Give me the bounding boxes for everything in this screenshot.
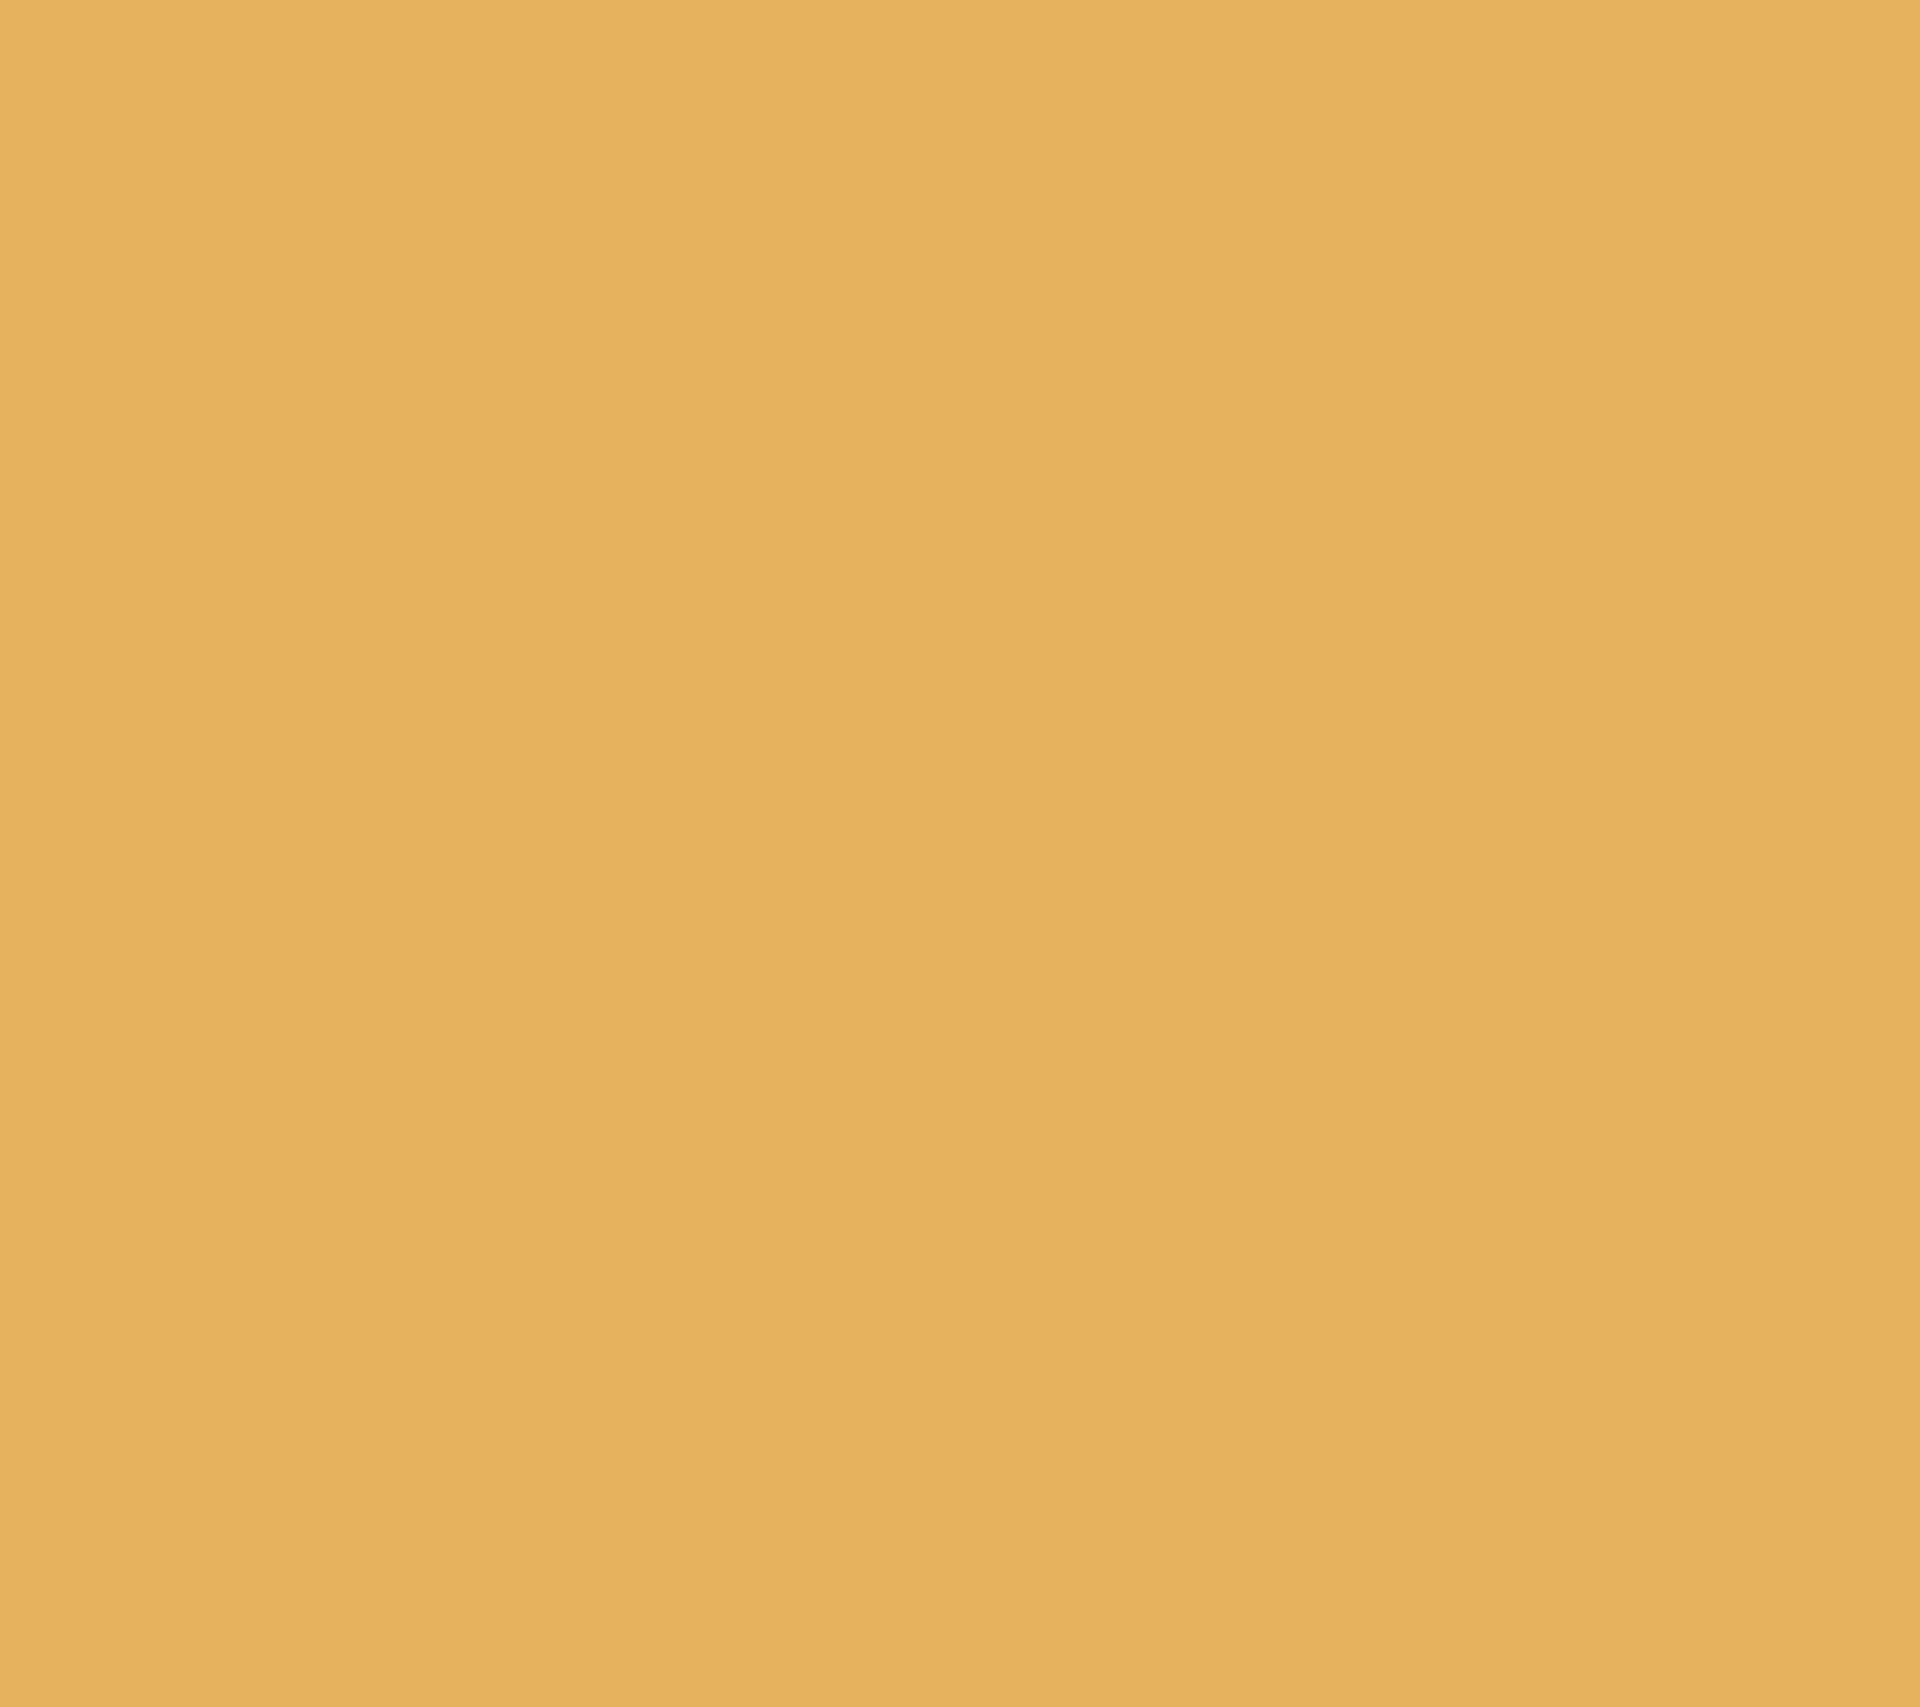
museum-links: [78, 266, 658, 302]
museum-links: [692, 898, 1262, 934]
museum-card-valentine: [692, 872, 1262, 934]
museum-card-black-history: [76, 692, 656, 849]
museum-name: [76, 692, 656, 731]
museum-name: [1292, 236, 1892, 275]
museum-name: [692, 236, 1262, 275]
museum-card-acwm: [78, 236, 658, 302]
museum-card-ica-vcu: [692, 236, 1262, 324]
museum-card-vmfa: [1292, 828, 1892, 877]
museum-card-vmhc: [1292, 236, 1892, 324]
